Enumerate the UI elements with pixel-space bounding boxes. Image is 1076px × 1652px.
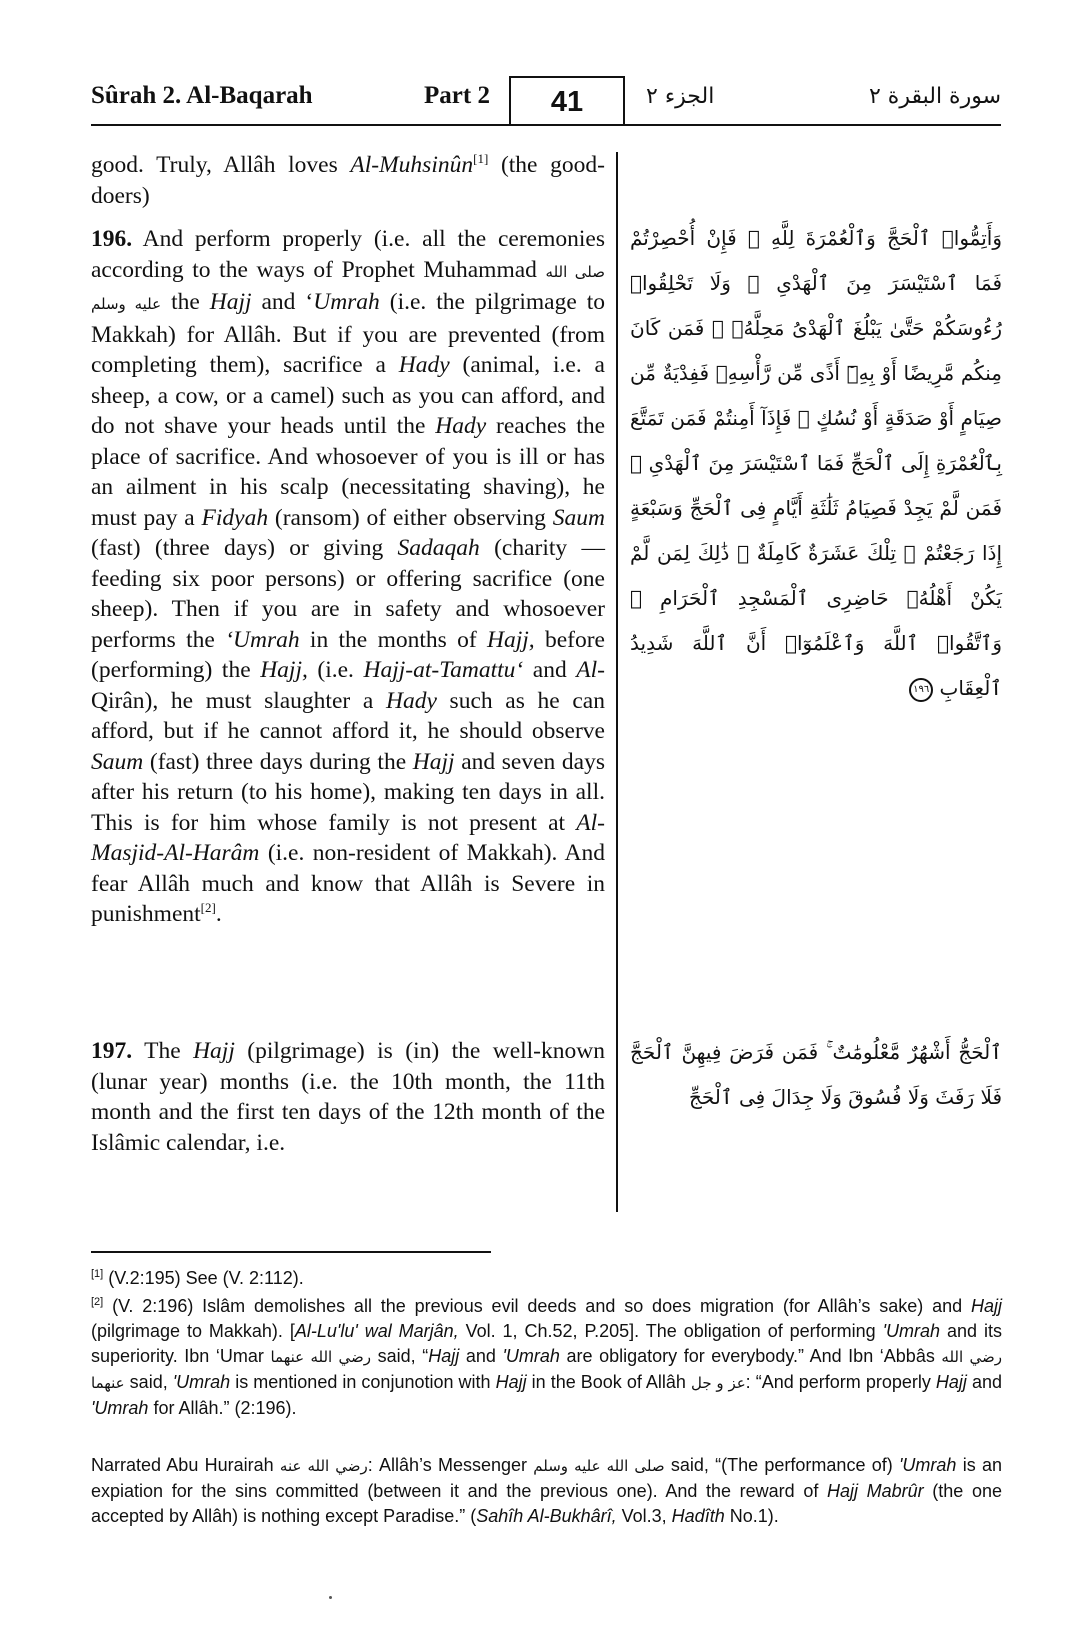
italic-term: 'Umrah xyxy=(91,1398,149,1418)
italic-term: Al-Muhsinûn xyxy=(350,152,474,178)
text-span: is mentioned in conjunotion with xyxy=(230,1372,496,1392)
text-span: (pilgrimage to Makkah). [ xyxy=(91,1321,295,1341)
text-span: (fast) three days during the xyxy=(143,748,413,775)
text-span: No.1). xyxy=(724,1506,779,1526)
text-span: reaches the place of sacrifice. And whosoever of you is ill or has an ailment in his scalp (necessitating shaving), he must pay a xyxy=(91,413,605,531)
text-span: is an expiation for the sins committed (between it and the previous one). And the reward of xyxy=(91,1455,1003,1501)
text-span: Vol.3, xyxy=(616,1506,672,1526)
italic-term: Al- xyxy=(576,657,605,683)
text-span: (pilgrimage) is (in) the well-known (lunar year) months (i.e. the 10th month, the 11th month and the first ten days of the 12th month of the Islâmic calendar, i.e. xyxy=(91,1038,605,1156)
text-span: : “And perform properly xyxy=(745,1372,936,1392)
text-span: (i.e. the pilgrimage to Makkah) for Allâh. But if you are prevented (from completing them), sacrifice a xyxy=(91,289,605,378)
italic-term: Hajj xyxy=(970,1296,1002,1316)
text-span: before (performing) the xyxy=(91,626,605,683)
text-span: (charity — feeding six poor persons) or offering sacrifice (one sheep). Then if you are in safety and whosoever performs the xyxy=(91,535,605,653)
page-number: 41 xyxy=(509,76,625,124)
ayah-end-marker: ١٩٦ xyxy=(909,678,933,702)
text-span: and its superiority. Ibn ‘Umar xyxy=(91,1321,1002,1366)
text-span: (i.e. xyxy=(307,657,364,683)
footnote-rule xyxy=(91,1251,491,1253)
text-span: said, xyxy=(124,1372,173,1392)
italic-term: Al-Lu'lu' wal Marjân, xyxy=(294,1321,459,1341)
italic-term: ‘Umrah xyxy=(225,626,300,653)
italic-term: Hajj, xyxy=(260,657,308,683)
italic-term: Saum xyxy=(552,504,605,531)
text-span: said, “(The performance of) xyxy=(664,1455,899,1475)
text-span: good. Truly, Allâh loves xyxy=(91,152,351,178)
text-span: Narrated Abu Hurairah xyxy=(91,1455,280,1475)
arabic-verse-text: ٱلْحَجُّ أَشْهُرٌ مَّعْلُومَٰتٌ ۚ فَمَن فَرَضَ فِيهِنَّ ٱلْحَجَّ فَلَا رَفَثَ وَلَا فُسُوقَ وَلَا جِدَالَ فِى ٱلْحَجِّ xyxy=(630,1040,1002,1109)
footnote-marker: [1] xyxy=(91,1268,104,1280)
text-span: the xyxy=(161,289,210,315)
arabic-verse-text: وَأَتِمُّوا۟ ٱلْحَجَّ وَٱلْعُمْرَةَ لِلَّهِ ۚ فَإِنْ أُحْصِرْتُمْ فَمَا ٱسْتَيْسَرَ مِنَ ٱلْهَدْىِ ۖ وَلَا تَحْلِقُوا۟ رُءُوسَكُمْ حَتَّىٰ يَبْلُغَ ٱلْهَدْىُ مَحِلَّهُۥ ۚ فَمَن كَانَ مِنكُم مَّرِيضًا أَوْ بِهِۦٓ أَذًى مِّن رَّأْسِهِۦ فَفِدْيَةٌ مِّن صِيَامٍ أَوْ صَدَقَةٍ أَوْ نُسُكٍ ۚ فَإِذَآ أَمِنتُمْ فَمَن تَمَتَّعَ بِٱلْعُمْرَةِ إِلَى ٱلْحَجِّ فَمَا ٱسْتَيْسَرَ مِنَ ٱلْهَدْىِ ۚ فَمَن لَّمْ يَجِدْ فَصِيَامُ ثَلَٰثَةِ أَيَّامٍ فِى ٱلْحَجِّ وَسَبْعَةٍ إِذَا رَجَعْتُمْ ۗ تِلْكَ عَشَرَةٌ كَامِلَةٌ ۗ ذَٰلِكَ لِمَن لَّمْ يَكُنْ أَهْلُهُۥ حَاضِرِى ٱلْمَسْجِدِ ٱلْحَرَامِ ۚ وَٱتَّقُوا۟ ٱللَّهَ وَٱعْلَمُوٓا۟ أَنَّ ٱللَّهَ شَدِيدُ ٱلْعِقَابِ xyxy=(630,226,1002,700)
arabic-honorific: رضي الله عنهما xyxy=(91,1348,1002,1392)
part-label-en: Part 2 xyxy=(424,82,490,109)
text-span: Vol. 1, Ch.52, P.205]. The obligation of performing xyxy=(458,1321,883,1341)
text-span: The xyxy=(132,1038,194,1064)
surah-title-en: Sûrah 2. Al-Baqarah xyxy=(91,82,313,109)
italic-term: Hajj-at-Tamattu‘ xyxy=(363,657,524,683)
italic-term: Hajj Mabrûr xyxy=(826,1481,924,1501)
text-span: : Allâh’s Messenger xyxy=(367,1455,534,1475)
text-span: and xyxy=(459,1346,503,1366)
text-span: in the months of xyxy=(299,626,487,653)
footnote-2-hadith xyxy=(91,1453,1002,1529)
text-span: said, “ xyxy=(371,1346,429,1366)
text-span: (the one accepted by Allâh) is nothing except Paradise.” ( xyxy=(91,1481,1002,1526)
text-span: (the good-doers) xyxy=(91,152,605,209)
italic-term: Sadaqah xyxy=(397,535,480,561)
text-span: such as he can afford, but if he cannot afford it, he should observe xyxy=(91,687,605,744)
footnote-ref[interactable]: [1] xyxy=(473,151,489,167)
arabic-honorific: رضي الله عنه xyxy=(279,1457,368,1475)
text-span: Qirân), he must slaughter a xyxy=(91,687,386,714)
surah-title-ar: سورة البقرة ٢ xyxy=(868,84,1001,109)
text-span: and seven days after his return (to his home), making ten days in all. This is for him whose family is not present at xyxy=(91,748,606,836)
italic-term: Hadîth xyxy=(671,1506,725,1526)
english-verse-197 xyxy=(91,1036,605,1158)
footnote-text: (V.2:195) See (V. 2:112). xyxy=(103,1268,304,1288)
italic-term: Hady xyxy=(385,687,437,714)
footnote-marker: [2] xyxy=(91,1296,104,1308)
arabic-honorific: رضي الله عنهما xyxy=(270,1348,372,1366)
italic-term: 'Umrah xyxy=(502,1346,560,1366)
english-verse-196 xyxy=(91,224,605,930)
italic-term: Hajj, xyxy=(487,626,535,653)
italic-term: Hady xyxy=(398,352,450,378)
footnote-1 xyxy=(91,1266,1002,1291)
text-span: and xyxy=(966,1372,1002,1392)
text-span: (ransom) of either observing xyxy=(268,504,553,531)
verse-number: 197. xyxy=(91,1038,133,1064)
italic-term: Hajj xyxy=(193,1038,235,1064)
footnote-ref[interactable]: [2] xyxy=(200,900,216,916)
verse-number: 196. xyxy=(91,226,133,252)
text-span: and ‘ xyxy=(251,289,314,315)
text-span: are obligatory for everybody.” And Ibn ‘Abbâs xyxy=(559,1346,942,1366)
arabic-verse-196 xyxy=(630,216,1002,711)
text-span: (fast) (three days) or giving xyxy=(91,535,398,561)
italic-term: 'Umrah xyxy=(899,1455,957,1475)
arabic-honorific: صلى الله عليه وسلم xyxy=(91,262,605,313)
text-span: and xyxy=(523,657,577,683)
text-span: in the Book of Allâh xyxy=(526,1372,691,1392)
column-divider xyxy=(616,152,618,1212)
italic-term: Hajj xyxy=(428,1346,460,1366)
text-span: for Allâh.” (2:196). xyxy=(148,1398,297,1418)
stray-mark xyxy=(329,1596,332,1599)
italic-term: Sahîh Al-Bukhârî, xyxy=(476,1506,617,1526)
text-span: And perform properly (i.e. all the ceremonies according to the ways of Prophet Muhammad xyxy=(91,226,605,283)
italic-term: 'Umrah xyxy=(882,1321,941,1341)
italic-term: Hady xyxy=(435,413,487,439)
italic-term: Hajj xyxy=(495,1372,527,1392)
italic-term: Umrah xyxy=(313,289,380,315)
italic-term: 'Umrah xyxy=(172,1372,231,1392)
english-paragraph-195-end xyxy=(91,150,605,211)
arabic-honorific: صلى الله عليه وسلم xyxy=(533,1457,665,1475)
italic-term: Hajj xyxy=(935,1372,967,1392)
italic-term: Saum xyxy=(91,748,144,775)
footnote-2 xyxy=(91,1294,1002,1421)
text-span: (i.e. non-resident of Makkah). And fear Allâh much and know that Allâh is Severe in punishment xyxy=(91,840,605,927)
italic-term: Al-Masjid-Al-Harâm xyxy=(91,809,605,866)
running-header xyxy=(91,76,1001,126)
text-span: (animal, i.e. a sheep, a cow, or a camel) such as you can afford, and do not shave your heads until the xyxy=(91,352,605,439)
italic-term: Hajj xyxy=(209,289,252,315)
italic-term: Hajj xyxy=(412,748,455,775)
text-span: . xyxy=(215,901,222,927)
part-label-ar: الجزء ٢ xyxy=(646,84,715,109)
italic-term: Fidyah xyxy=(201,504,269,531)
arabic-honorific: عز و جل xyxy=(690,1374,746,1392)
arabic-verse-197 xyxy=(630,1030,1002,1120)
text-span: (V. 2:196) Islâm demolishes all the previous evil deeds and so does migration (for Allâh’s sake) and xyxy=(103,1296,971,1316)
